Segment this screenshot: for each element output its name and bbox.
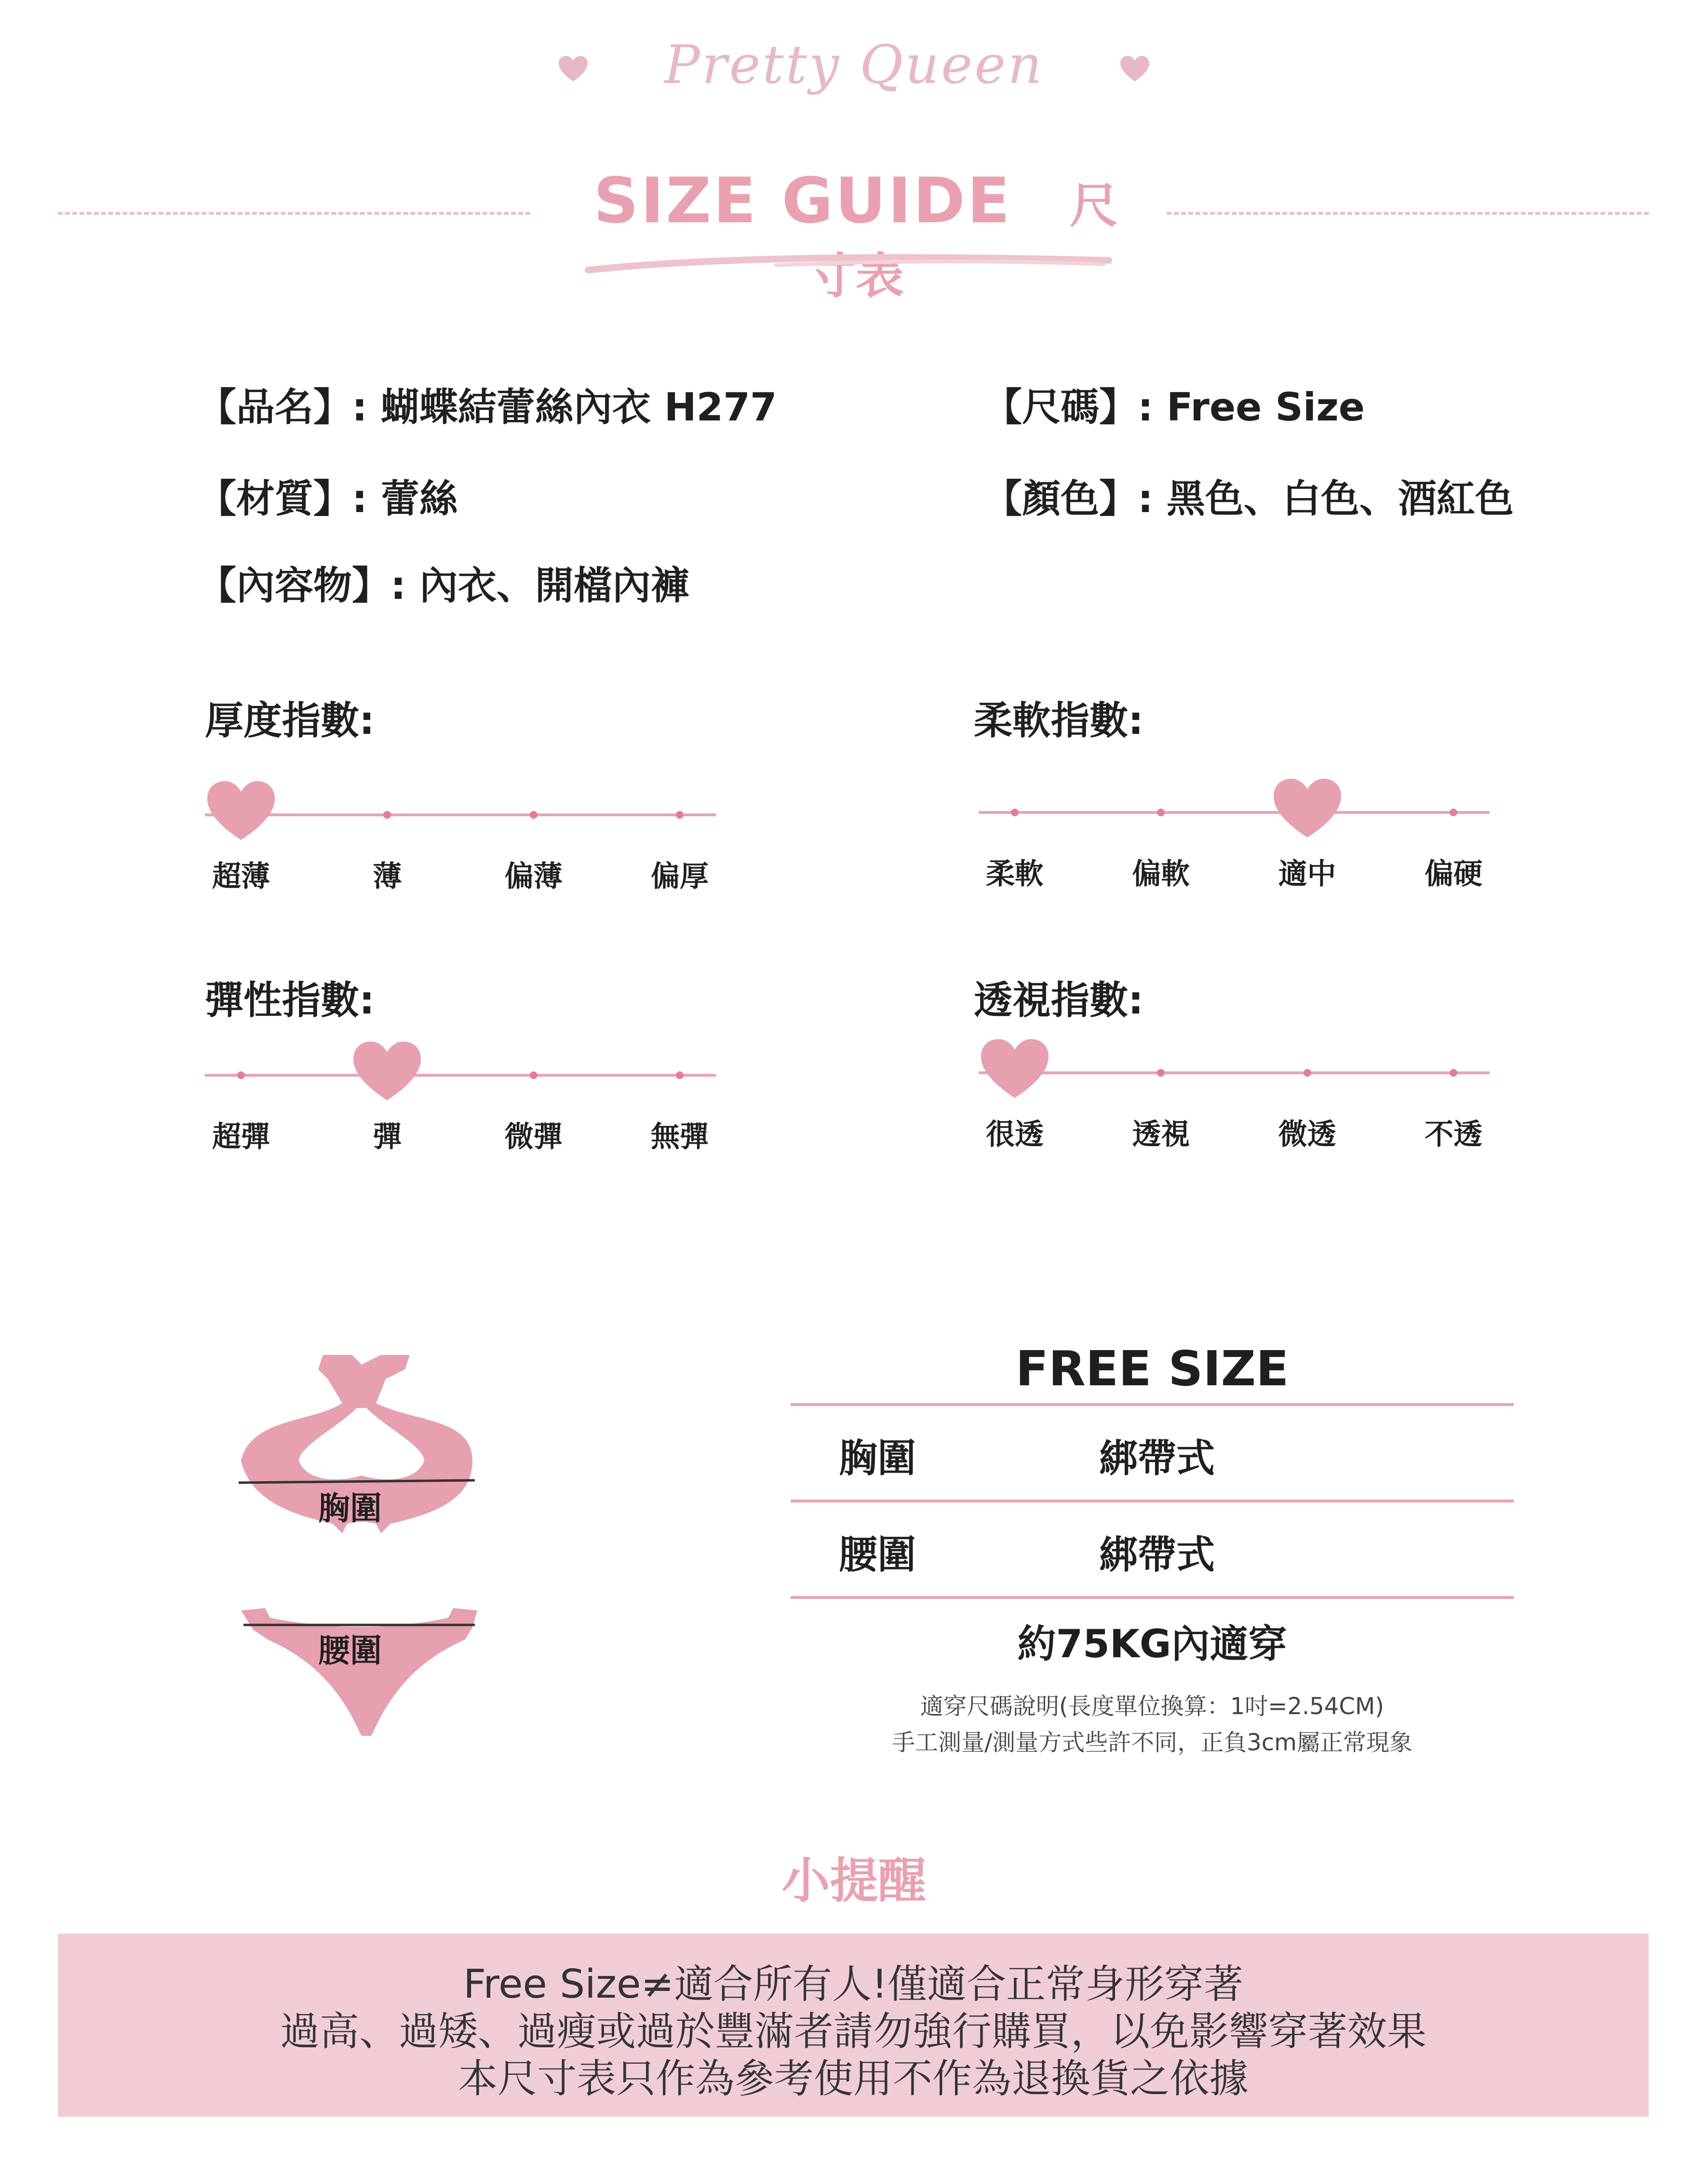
elasticity-scale-line — [205, 1074, 716, 1077]
table-row-waist-name: 腰圍 — [839, 1532, 916, 1577]
brand-name: Pretty Queen — [664, 34, 1044, 95]
reminder-line-1: Free Size≠適合所有人!僅適合正常身形穿著 — [463, 1961, 1243, 2007]
transparency-label: 很透 — [986, 1118, 1044, 1151]
table-row-bust-value: 綁帶式 — [1099, 1436, 1215, 1481]
thickness-label: 薄 — [373, 860, 402, 893]
garment-figure — [231, 1340, 501, 1736]
softness-label: 偏軟 — [1132, 857, 1190, 891]
thickness-label: 偏厚 — [651, 860, 709, 893]
product-contents: 【內容物】: 內衣、開檔內褲 — [198, 563, 689, 608]
elasticity-title: 彈性指數: — [205, 978, 375, 1023]
table-row-waist-value: 綁帶式 — [1099, 1532, 1215, 1577]
size-table-title: FREE SIZE — [1015, 1340, 1289, 1397]
brush-underline — [583, 246, 1114, 280]
product-size: 【尺碼】: Free Size — [983, 385, 1365, 430]
softness-selected-heart-icon — [1274, 779, 1341, 839]
softness-label: 適中 — [1278, 857, 1336, 891]
thickness-scale-dot — [383, 811, 391, 819]
table-divider — [791, 1500, 1514, 1502]
heart-icon — [1120, 54, 1149, 83]
reminder-title: 小提醒 — [781, 1853, 927, 1909]
thickness-scale-dot — [530, 811, 538, 819]
size-note-2: 手工測量/測量方式些許不同，正負3cm屬正常現象 — [892, 1729, 1412, 1756]
softness-scale-dot — [1450, 809, 1457, 816]
softness-scale-dot — [1011, 809, 1019, 816]
transparency-scale-dot — [1304, 1069, 1311, 1077]
divider-left — [58, 212, 530, 215]
elasticity-label: 超彈 — [212, 1120, 270, 1154]
heart-icon — [559, 54, 588, 83]
size-note-1: 適穿尺碼說明(長度單位換算：1吋=2.54CM) — [920, 1693, 1385, 1720]
title-en: SIZE GUIDE — [593, 164, 1012, 237]
transparency-scale-dot — [1157, 1069, 1165, 1077]
softness-scale-dot — [1157, 809, 1165, 816]
product-color: 【顏色】: 黑色、白色、酒紅色 — [983, 476, 1514, 521]
transparency-scale-line — [979, 1071, 1490, 1074]
brand-logo — [0, 34, 1708, 95]
elasticity-scale-dot — [676, 1071, 684, 1079]
title-zh: 尺寸表 — [807, 177, 1118, 304]
transparency-label: 微透 — [1278, 1118, 1336, 1151]
table-divider — [791, 1403, 1514, 1406]
product-material: 【材質】: 蕾絲 — [198, 476, 458, 521]
thickness-label: 超薄 — [212, 860, 270, 893]
thickness-scale-line — [205, 813, 716, 816]
elasticity-label: 微彈 — [504, 1120, 563, 1154]
softness-label: 偏硬 — [1425, 857, 1482, 891]
elasticity-label: 無彈 — [651, 1120, 709, 1154]
waist-label: 腰圍 — [318, 1632, 382, 1669]
fit-note: 約75KG內適穿 — [1017, 1622, 1287, 1666]
table-divider — [791, 1596, 1514, 1599]
product-name: 【品名】: 蝴蝶結蕾絲內衣 H277 — [198, 385, 777, 430]
softness-scale-line — [979, 811, 1490, 814]
transparency-label: 不透 — [1425, 1118, 1482, 1151]
transparency-label: 透視 — [1132, 1118, 1190, 1151]
divider-right — [1167, 212, 1649, 215]
thickness-selected-heart-icon — [207, 781, 275, 841]
elasticity-scale-dot — [530, 1071, 538, 1079]
thickness-title: 厚度指數: — [205, 698, 375, 743]
softness-title: 柔軟指數: — [974, 698, 1143, 743]
transparency-title: 透視指數: — [974, 978, 1143, 1023]
elasticity-scale-dot — [237, 1071, 245, 1079]
thickness-label: 偏薄 — [504, 860, 563, 893]
elasticity-selected-heart-icon — [353, 1041, 421, 1102]
page-title — [578, 164, 1133, 307]
transparency-scale-dot — [1450, 1069, 1457, 1077]
thickness-scale-dot — [676, 811, 684, 819]
transparency-selected-heart-icon — [981, 1039, 1049, 1099]
table-row-bust-name: 胸圍 — [839, 1436, 916, 1481]
elasticity-label: 彈 — [373, 1120, 402, 1154]
bust-label: 胸圍 — [318, 1490, 382, 1527]
reminder-line-2: 過高、過矮、過瘦或過於豐滿者請勿強行購買，以免影響穿著效果 — [280, 2009, 1426, 2055]
softness-label: 柔軟 — [986, 857, 1044, 891]
reminder-line-3: 本尺寸表只作為參考使用不作為退換貨之依據 — [457, 2056, 1249, 2102]
